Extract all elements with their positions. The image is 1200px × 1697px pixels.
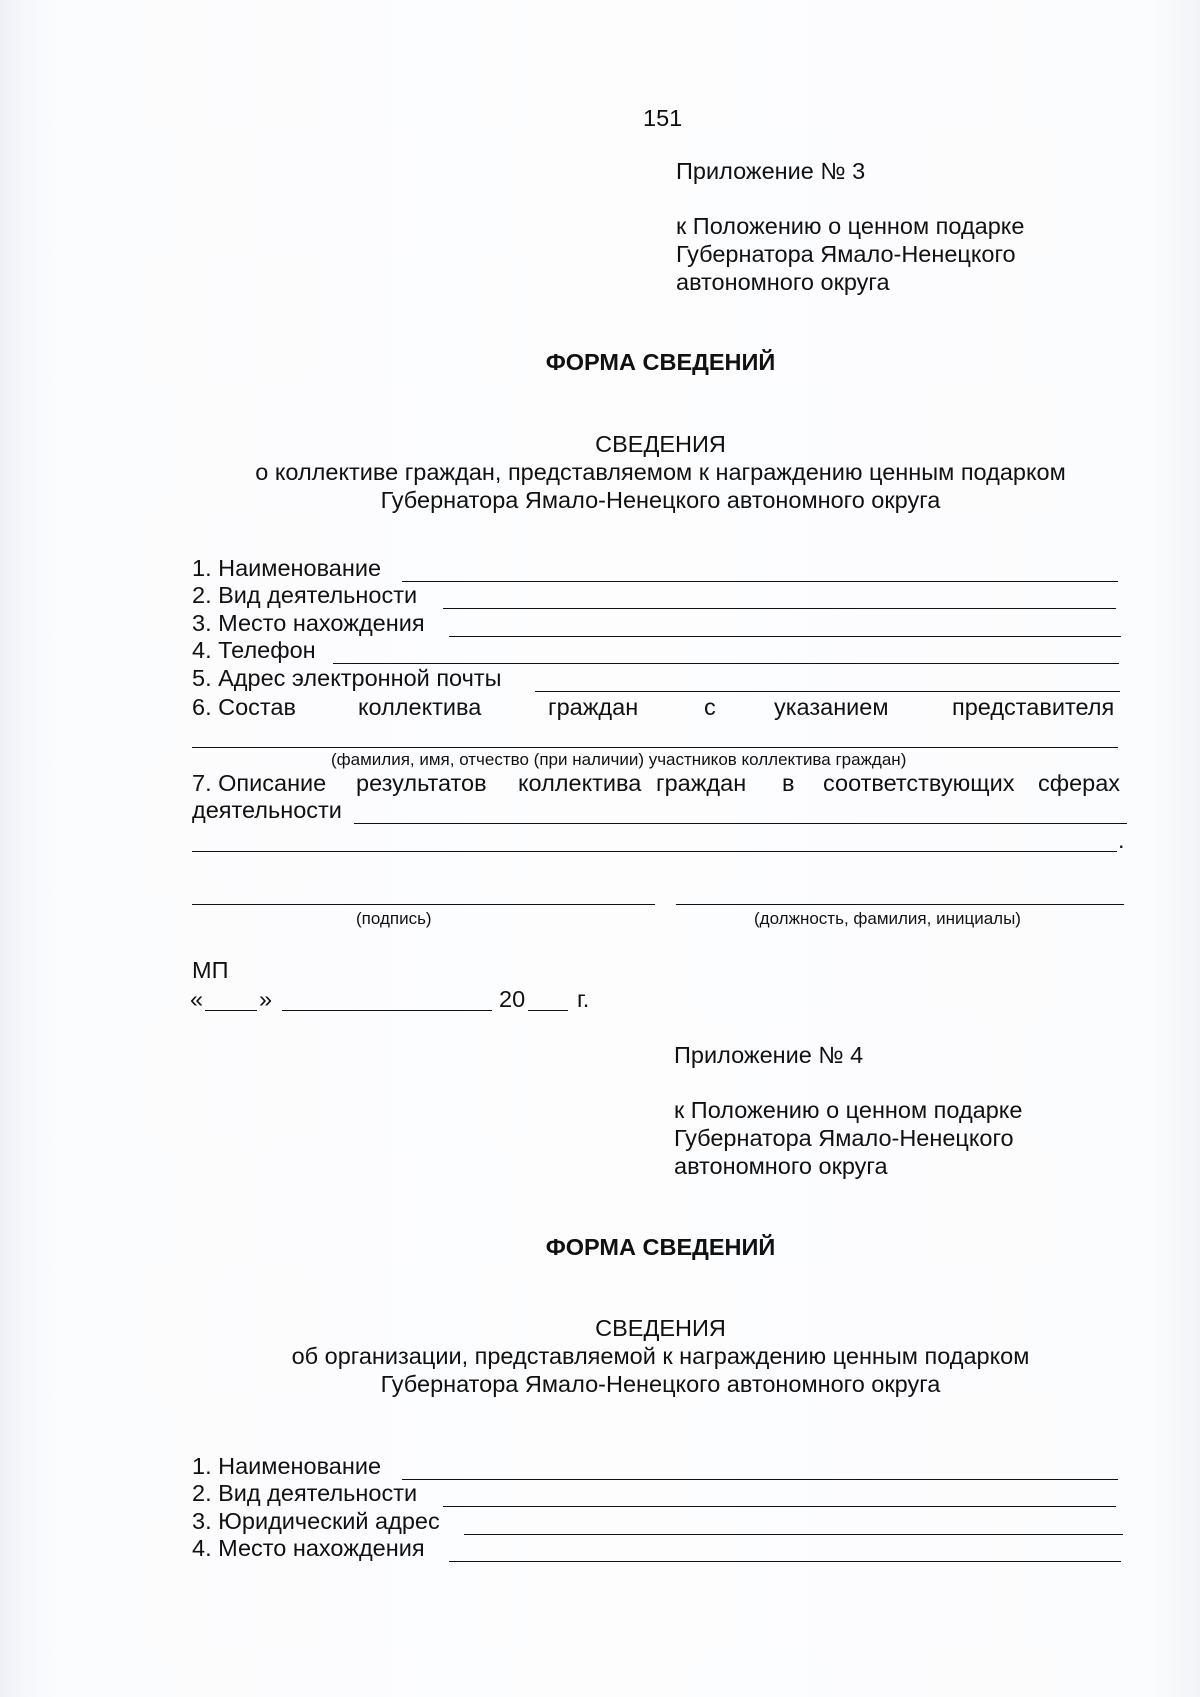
position-line[interactable] [676, 904, 1124, 905]
appendix3-heading-block [0, 430, 1200, 514]
appendix3-field6-word: с [704, 694, 716, 720]
appendix3-subheading-line: Губернатора Ямало-Ненецкого автономного округа [380, 487, 941, 513]
date-open-quote: « [190, 986, 204, 1012]
appendix4-form-title: ФОРМА СВЕДЕНИЙ [545, 1234, 776, 1260]
date-day-line[interactable] [205, 1010, 257, 1011]
appendix3-field-activity: 2. Вид деятельности [192, 582, 418, 608]
appendix3-field-activity-line[interactable] [443, 608, 1116, 609]
appendix3-field7-word: в [782, 770, 795, 796]
appendix3-field7-word: результатов [356, 770, 487, 796]
appendix3-form-title: ФОРМА СВЕДЕНИЙ [545, 349, 776, 375]
signature-caption: (подпись) [356, 909, 432, 928]
appendix4-heading: СВЕДЕНИЯ [595, 1315, 726, 1341]
appendix3-field6-word: граждан [548, 694, 639, 720]
appendix3-field6-word: коллектива [358, 694, 482, 720]
appendix4-field-name: 1. Наименование [192, 1453, 382, 1479]
appendix3-field6-word: представителя [952, 694, 1115, 720]
appendix3-field6-line[interactable] [192, 747, 1118, 748]
date-year-line[interactable] [528, 1010, 568, 1011]
appendix3-label: Приложение № 3 [676, 158, 866, 184]
appendix4-field-legal-address-line[interactable] [464, 1534, 1123, 1535]
appendix3-field6-caption: (фамилия, имя, отчество (при наличии) участников коллектива граждан) [331, 750, 907, 769]
appendix3-field7-line-2[interactable] [192, 851, 1117, 852]
appendix3-heading: СВЕДЕНИЯ [595, 431, 726, 457]
appendix4-ref-line: к Положению о ценном подарке [674, 1097, 1023, 1123]
appendix4-field-location-line[interactable] [449, 1561, 1121, 1562]
appendix3-field-location-line[interactable] [449, 636, 1121, 637]
appendix4-subheading-line: об организации, представляемой к награждению ценным подарком [291, 1343, 1030, 1369]
stamp-label: МП [192, 957, 229, 983]
date-year-prefix: 20 [499, 986, 526, 1012]
date-year-suffix: г. [577, 986, 590, 1012]
appendix3-field-phone: 4. Телефон [192, 637, 316, 663]
signature-line[interactable] [192, 904, 655, 905]
appendix4-label: Приложение № 4 [674, 1042, 864, 1068]
appendix4-ref-line: Губернатора Ямало-Ненецкого [674, 1125, 1014, 1151]
appendix4-field-activity-line[interactable] [443, 1506, 1116, 1507]
appendix3-field6-word: 6. Состав [192, 694, 296, 720]
appendix4-subheading-line: Губернатора Ямало-Ненецкого автономного округа [380, 1371, 941, 1397]
position-caption: (должность, фамилия, инициалы) [754, 909, 1021, 928]
appendix3-subheading-line: о коллективе граждан, представляемом к награждению ценным подарком [255, 459, 1066, 485]
appendix3-field-email-line[interactable] [535, 691, 1120, 692]
appendix3-field-name-line[interactable] [402, 581, 1118, 582]
appendix3-field7-word: граждан [656, 770, 747, 796]
appendix4-field-location: 4. Место нахождения [192, 1535, 425, 1561]
appendix3-field-name: 1. Наименование [192, 555, 382, 581]
appendix3-field6-word: указанием [774, 694, 889, 720]
page-number: 151 [643, 105, 683, 131]
date-month-line[interactable] [282, 1010, 492, 1011]
appendix4-heading-block [0, 1314, 1200, 1398]
appendix3-field7-line[interactable] [354, 823, 1127, 824]
appendix3-field7-word: соответствующих [823, 770, 1015, 796]
appendix3-field7-continuation: деятельности [192, 797, 342, 823]
appendix3-ref-line: к Положению о ценном подарке [676, 213, 1025, 239]
appendix3-field7-word: 7. Описание [192, 770, 327, 796]
appendix4-field-name-line[interactable] [402, 1479, 1118, 1480]
appendix4-field-activity: 2. Вид деятельности [192, 1480, 418, 1506]
appendix3-field-location: 3. Место нахождения [192, 610, 425, 636]
appendix4-field-legal-address: 3. Юридический адрес [192, 1508, 440, 1534]
date-close-quote: » [259, 986, 273, 1012]
appendix4-reference [674, 1096, 1022, 1180]
appendix3-ref-line: автономного округа [676, 269, 890, 295]
appendix3-field-email: 5. Адрес электронной почты [192, 665, 502, 691]
appendix3-field7-word: коллектива [518, 770, 642, 796]
appendix4-ref-line: автономного округа [674, 1153, 888, 1179]
appendix3-field7-word: сферах [1038, 770, 1121, 796]
appendix3-reference [676, 212, 1024, 296]
appendix3-field7-period: . [1118, 827, 1125, 853]
appendix3-ref-line: Губернатора Ямало-Ненецкого [676, 241, 1016, 267]
